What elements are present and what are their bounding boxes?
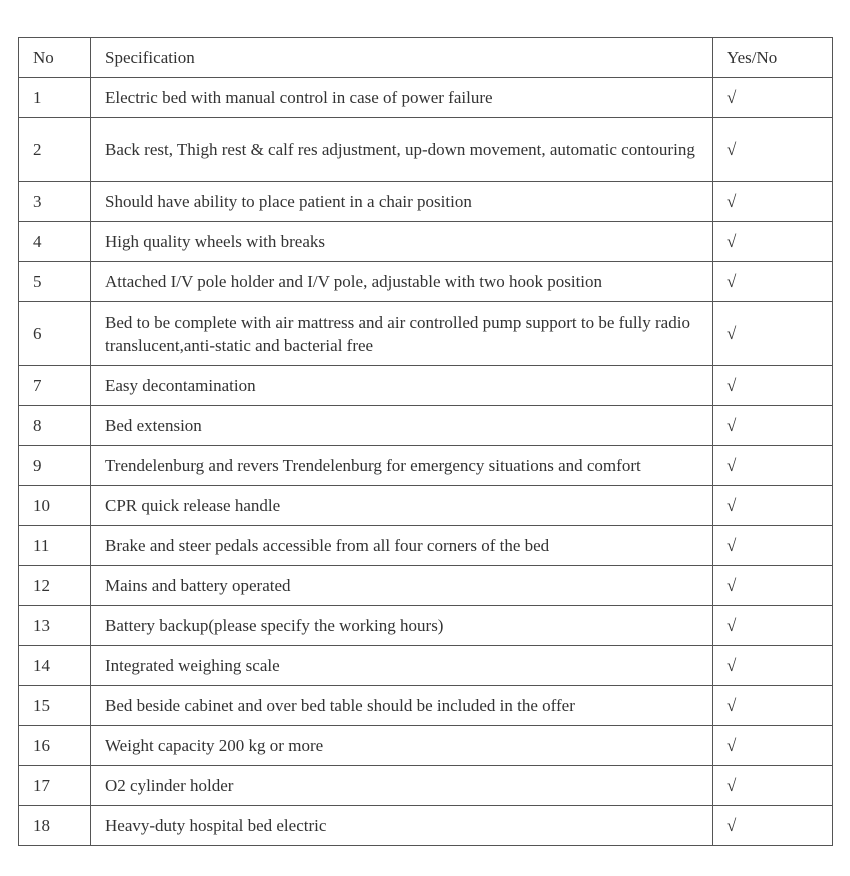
row-check-mark: √ [713, 646, 833, 686]
row-check-mark: √ [713, 486, 833, 526]
row-number: 15 [19, 686, 91, 726]
table-row [19, 446, 833, 486]
row-specification: Heavy-duty hospital bed electric [91, 806, 713, 846]
row-number: 13 [19, 606, 91, 646]
table-row [19, 118, 833, 182]
row-specification: Easy decontamination [91, 366, 713, 406]
row-check-mark: √ [713, 366, 833, 406]
table-header [19, 38, 833, 78]
row-number: 6 [19, 302, 91, 366]
row-number: 16 [19, 726, 91, 766]
table-row [19, 486, 833, 526]
table-row [19, 526, 833, 566]
table-row [19, 366, 833, 406]
row-check-mark: √ [713, 726, 833, 766]
row-check-mark: √ [713, 446, 833, 486]
row-number: 7 [19, 366, 91, 406]
row-specification: Back rest, Thigh rest & calf res adjustment, up-down movement, automatic contouring [91, 118, 713, 182]
row-specification: CPR quick release handle [91, 486, 713, 526]
row-check-mark: √ [713, 526, 833, 566]
row-number: 14 [19, 646, 91, 686]
row-specification: Bed to be complete with air mattress and air controlled pump support to be fully radio translucent,anti-static and bacterial free [91, 302, 713, 366]
row-number: 10 [19, 486, 91, 526]
row-check-mark: √ [713, 78, 833, 118]
table-body [19, 78, 833, 846]
table-row [19, 566, 833, 606]
row-check-mark: √ [713, 606, 833, 646]
header-row [19, 38, 833, 78]
row-specification: Should have ability to place patient in a chair position [91, 182, 713, 222]
table-row [19, 646, 833, 686]
row-number: 2 [19, 118, 91, 182]
table-row [19, 606, 833, 646]
row-specification: Trendelenburg and revers Trendelenburg for emergency situations and comfort [91, 446, 713, 486]
row-check-mark: √ [713, 406, 833, 446]
row-specification: Battery backup(please specify the working hours) [91, 606, 713, 646]
row-number: 18 [19, 806, 91, 846]
row-check-mark: √ [713, 262, 833, 302]
row-check-mark: √ [713, 686, 833, 726]
row-check-mark: √ [713, 302, 833, 366]
row-specification: Attached I/V pole holder and I/V pole, adjustable with two hook position [91, 262, 713, 302]
row-number: 12 [19, 566, 91, 606]
table-row [19, 766, 833, 806]
row-check-mark: √ [713, 222, 833, 262]
table-row [19, 262, 833, 302]
row-number: 17 [19, 766, 91, 806]
row-check-mark: √ [713, 566, 833, 606]
table-row [19, 302, 833, 366]
row-specification: Electric bed with manual control in case of power failure [91, 78, 713, 118]
row-specification: O2 cylinder holder [91, 766, 713, 806]
table-row [19, 806, 833, 846]
row-specification: Mains and battery operated [91, 566, 713, 606]
row-number: 9 [19, 446, 91, 486]
table-row [19, 182, 833, 222]
table-row [19, 726, 833, 766]
row-number: 3 [19, 182, 91, 222]
header-no: No [19, 38, 91, 78]
row-specification: Integrated weighing scale [91, 646, 713, 686]
header-specification: Specification [91, 38, 713, 78]
row-specification: Bed extension [91, 406, 713, 446]
row-specification: Brake and steer pedals accessible from all four corners of the bed [91, 526, 713, 566]
row-number: 11 [19, 526, 91, 566]
row-check-mark: √ [713, 806, 833, 846]
row-number: 1 [19, 78, 91, 118]
row-specification: Weight capacity 200 kg or more [91, 726, 713, 766]
row-number: 5 [19, 262, 91, 302]
table-row [19, 406, 833, 446]
specification-table [18, 37, 833, 846]
row-number: 8 [19, 406, 91, 446]
row-check-mark: √ [713, 766, 833, 806]
table-row [19, 78, 833, 118]
row-specification: High quality wheels with breaks [91, 222, 713, 262]
row-specification: Bed beside cabinet and over bed table should be included in the offer [91, 686, 713, 726]
table-row [19, 686, 833, 726]
header-yes-no: Yes/No [713, 38, 833, 78]
row-check-mark: √ [713, 118, 833, 182]
row-number: 4 [19, 222, 91, 262]
row-check-mark: √ [713, 182, 833, 222]
table-row [19, 222, 833, 262]
